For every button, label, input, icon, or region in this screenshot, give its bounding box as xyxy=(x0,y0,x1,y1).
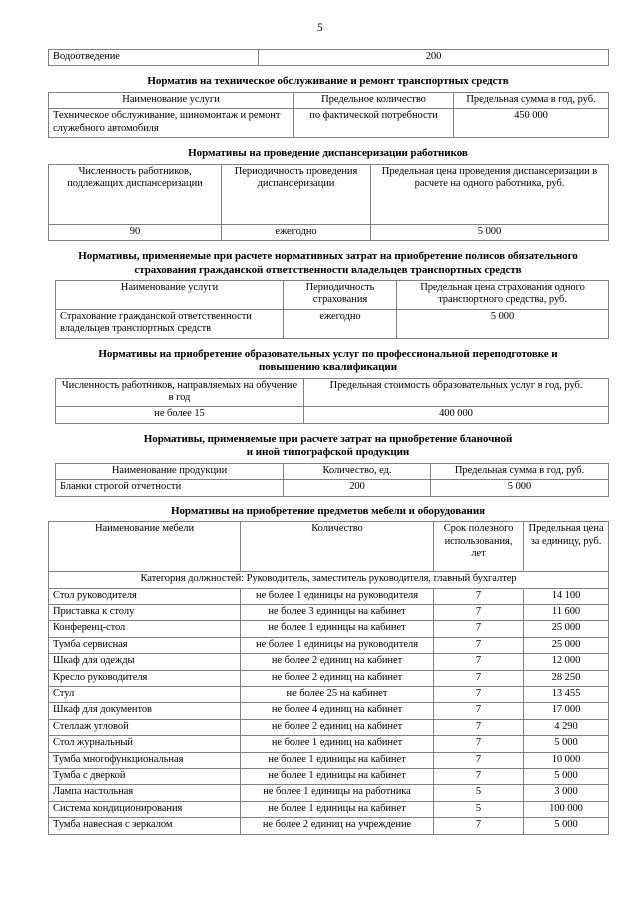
col-header-product-amount: Предельная сумма в год, руб. xyxy=(431,463,609,479)
col-header-product-quantity: Количество, ед. xyxy=(284,463,431,479)
water-service-name: Водоотведение xyxy=(49,50,259,66)
section-title-dispensary: Нормативы на проведение диспансеризации работников xyxy=(188,147,468,160)
insurance-price: 5 000 xyxy=(397,309,609,338)
table-row xyxy=(49,769,609,785)
forms-title-line-1: Нормативы, применяемые при расчете затрат на приобретение бланочной xyxy=(143,432,513,445)
table-water-disposal xyxy=(48,49,609,66)
furniture-quantity: не более 1 единицы на кабинет xyxy=(241,752,434,768)
col-header-education-cost: Предельная стоимость образовательных услуг в год, руб. xyxy=(304,378,609,407)
furniture-life: 7 xyxy=(434,719,524,735)
col-header-insurance-price: Предельная цена страхования одного транспортного средства, руб. xyxy=(397,281,609,310)
section-title-insurance xyxy=(48,241,608,280)
dispensary-periodicity: ежегодно xyxy=(222,224,371,240)
table-header-row xyxy=(49,92,609,108)
furniture-price: 4 290 xyxy=(524,719,609,735)
furniture-price: 28 250 xyxy=(524,670,609,686)
col-header-product-name: Наименование продукции xyxy=(56,463,284,479)
furniture-name: Система кондиционирования xyxy=(49,801,241,817)
furniture-price: 12 000 xyxy=(524,654,609,670)
furniture-life: 7 xyxy=(434,687,524,703)
insurance-service-name: Страхование гражданской ответственности владельцев транспортных средств xyxy=(56,309,284,338)
table-row xyxy=(49,703,609,719)
furniture-life: 7 xyxy=(434,752,524,768)
furniture-price: 25 000 xyxy=(524,637,609,653)
table-header-row xyxy=(49,164,609,224)
furniture-quantity: не более 25 на кабинет xyxy=(241,687,434,703)
table-row xyxy=(49,50,609,66)
col-header-employee-count: Численность работников, подлежащих диспансеризации xyxy=(49,164,222,224)
table-row xyxy=(56,309,609,338)
furniture-table-body xyxy=(49,572,609,835)
insurance-title-line-1: Нормативы, применяемые при расчете нормативных затрат на приобретение полисов обязательного xyxy=(78,250,578,263)
education-count: не более 15 xyxy=(56,407,304,423)
col-header-price-per-employee: Предельная цена проведения диспансеризации в расчете на одного работника, руб. xyxy=(371,164,609,224)
furniture-life: 7 xyxy=(434,605,524,621)
table-furniture xyxy=(48,521,609,835)
furniture-life: 7 xyxy=(434,736,524,752)
table-header-row xyxy=(49,522,609,572)
table-row xyxy=(49,654,609,670)
document-content xyxy=(0,49,640,835)
furniture-price: 3 000 xyxy=(524,785,609,801)
furniture-life: 7 xyxy=(434,621,524,637)
col-header-limit-amount: Предельная сумма в год, руб. xyxy=(454,92,609,108)
furniture-name: Лампа настольная xyxy=(49,785,241,801)
furniture-price: 17 000 xyxy=(524,703,609,719)
furniture-quantity: не более 1 единиц на кабинет xyxy=(241,736,434,752)
table-education xyxy=(55,378,609,424)
section-title-transport: Норматив на техническое обслуживание и ремонт транспортных средств xyxy=(147,75,509,88)
table-row xyxy=(49,637,609,653)
furniture-name: Стол журнальный xyxy=(49,736,241,752)
table-header-row xyxy=(56,378,609,407)
furniture-quantity: не более 1 единицы на кабинет xyxy=(241,621,434,637)
section-title-forms xyxy=(48,424,608,463)
furniture-quantity: не более 2 единиц на учреждение xyxy=(241,818,434,834)
furniture-life: 7 xyxy=(434,654,524,670)
table-row xyxy=(49,801,609,817)
table-row xyxy=(49,687,609,703)
col-header-insurance-service: Наименование услуги xyxy=(56,281,284,310)
section-title-furniture: Нормативы на приобретение предметов мебели и оборудования xyxy=(170,504,486,517)
col-header-limit-quantity: Предельное количество xyxy=(294,92,454,108)
forms-product-amount: 5 000 xyxy=(431,480,609,496)
col-header-periodicity: Периодичность проведения диспансеризации xyxy=(222,164,371,224)
furniture-life: 7 xyxy=(434,769,524,785)
furniture-quantity: не более 2 единиц на кабинет xyxy=(241,670,434,686)
furniture-name: Тумба с дверкой xyxy=(49,769,241,785)
water-service-value: 200 xyxy=(259,50,609,66)
category-row xyxy=(49,572,609,588)
table-row xyxy=(49,818,609,834)
table-row xyxy=(49,785,609,801)
transport-quantity: по фактической потребности xyxy=(294,109,454,138)
furniture-price: 5 000 xyxy=(524,769,609,785)
table-row xyxy=(49,670,609,686)
furniture-quantity: не более 1 единицы на кабинет xyxy=(241,801,434,817)
col-header-unit-price: Предельная цена за единицу, руб. xyxy=(524,522,609,572)
furniture-life: 7 xyxy=(434,818,524,834)
furniture-life: 7 xyxy=(434,703,524,719)
insurance-periodicity: ежегодно xyxy=(284,309,397,338)
furniture-category-label: Категория должностей: Руководитель, заместитель руководителя, главный бухгалтер xyxy=(49,572,609,588)
insurance-title-line-2: страхования гражданской ответственности владельцев транспортных средств xyxy=(134,263,522,276)
table-insurance xyxy=(55,280,609,339)
table-header-row xyxy=(56,463,609,479)
furniture-quantity: не более 2 единиц на кабинет xyxy=(241,654,434,670)
section-title-education xyxy=(48,339,608,378)
furniture-life: 7 xyxy=(434,637,524,653)
table-row xyxy=(56,407,609,423)
dispensary-price: 5 000 xyxy=(371,224,609,240)
furniture-life: 5 xyxy=(434,785,524,801)
forms-product-quantity: 200 xyxy=(284,480,431,496)
furniture-name: Стеллаж угловой xyxy=(49,719,241,735)
furniture-price: 25 000 xyxy=(524,621,609,637)
table-row xyxy=(49,588,609,604)
col-header-trainee-count: Численность работников, направляемых на обучение в год xyxy=(56,378,304,407)
table-row xyxy=(49,736,609,752)
table-transport xyxy=(48,92,609,138)
education-cost: 400 000 xyxy=(304,407,609,423)
transport-service-name: Техническое обслуживание, шиномонтаж и ремонт служебного автомобиля xyxy=(49,109,294,138)
furniture-name: Стол руководителя xyxy=(49,588,241,604)
furniture-name: Тумба многофункциональная xyxy=(49,752,241,768)
forms-title-line-2: и иной типографской продукции xyxy=(246,446,410,459)
furniture-life: 7 xyxy=(434,670,524,686)
table-forms xyxy=(55,463,609,497)
transport-amount: 450 000 xyxy=(454,109,609,138)
table-header-row xyxy=(56,281,609,310)
furniture-quantity: не более 1 единицы на руководителя xyxy=(241,637,434,653)
table-row xyxy=(49,109,609,138)
forms-product-name: Бланки строгой отчетности xyxy=(56,480,284,496)
table-row xyxy=(49,605,609,621)
col-header-useful-life: Срок полезного использования, лет xyxy=(434,522,524,572)
table-dispensary xyxy=(48,164,609,241)
furniture-name: Шкаф для одежды xyxy=(49,654,241,670)
furniture-quantity: не более 2 единиц на кабинет xyxy=(241,719,434,735)
furniture-life: 5 xyxy=(434,801,524,817)
furniture-name: Конференц-стол xyxy=(49,621,241,637)
furniture-price: 13 455 xyxy=(524,687,609,703)
col-header-service-name: Наименование услуги xyxy=(49,92,294,108)
furniture-quantity: не более 1 единицы на руководителя xyxy=(241,588,434,604)
furniture-price: 100 000 xyxy=(524,801,609,817)
table-row xyxy=(49,224,609,240)
table-row xyxy=(49,719,609,735)
col-header-insurance-periodicity: Периодичность страхования xyxy=(284,281,397,310)
dispensary-count: 90 xyxy=(49,224,222,240)
furniture-life: 7 xyxy=(434,588,524,604)
furniture-price: 5 000 xyxy=(524,736,609,752)
col-header-furniture-name: Наименование мебели xyxy=(49,522,241,572)
furniture-price: 14 100 xyxy=(524,588,609,604)
table-row xyxy=(49,621,609,637)
furniture-price: 5 000 xyxy=(524,818,609,834)
education-title-line-1: Нормативы на приобретение образовательных услуг по профессиональной переподготовке и xyxy=(98,347,558,360)
furniture-quantity: не более 1 единицы на работника xyxy=(241,785,434,801)
table-row xyxy=(49,752,609,768)
col-header-furniture-quantity: Количество xyxy=(241,522,434,572)
furniture-name: Тумба сервисная xyxy=(49,637,241,653)
furniture-price: 11 600 xyxy=(524,605,609,621)
furniture-quantity: не более 3 единицы на кабинет xyxy=(241,605,434,621)
page-number: 5 xyxy=(317,22,323,34)
furniture-name: Тумба навесная с зеркалом xyxy=(49,818,241,834)
furniture-name: Кресло руководителя xyxy=(49,670,241,686)
furniture-quantity: не более 4 единиц на кабинет xyxy=(241,703,434,719)
furniture-name: Шкаф для документов xyxy=(49,703,241,719)
furniture-quantity: не более 1 единицы на кабинет xyxy=(241,769,434,785)
furniture-name: Приставка к столу xyxy=(49,605,241,621)
education-title-line-2: повышению квалификации xyxy=(258,361,397,374)
table-row xyxy=(56,480,609,496)
furniture-price: 10 000 xyxy=(524,752,609,768)
furniture-name: Стул xyxy=(49,687,241,703)
